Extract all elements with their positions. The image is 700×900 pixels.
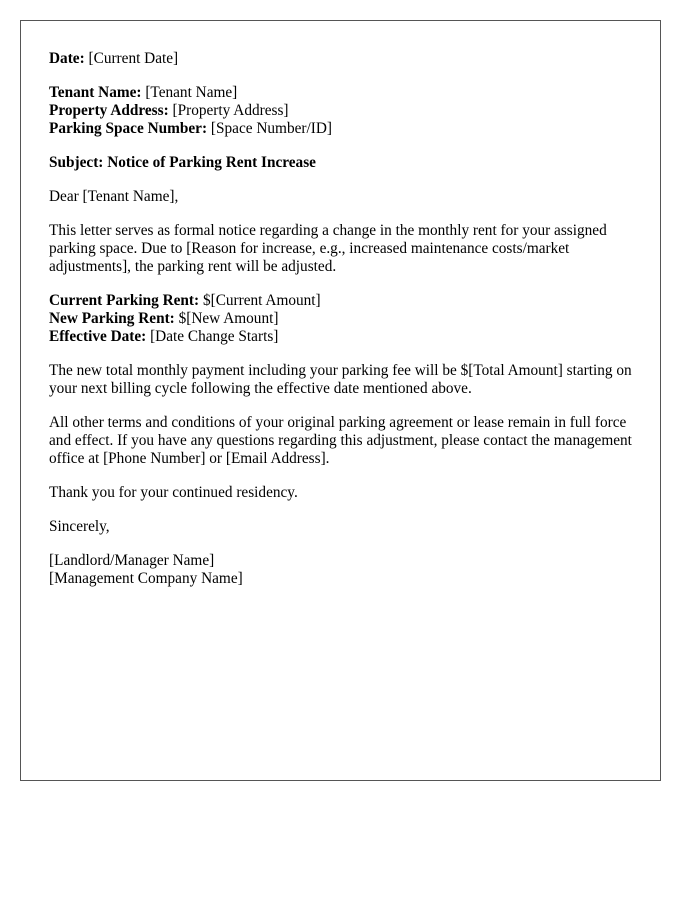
body-paragraph: All other terms and conditions of your original parking agreement or lease remain in full force and effect. If you have any questions regarding this adjustment, please contact the management office at [Phone Number] or [Email Address].	[49, 414, 632, 467]
closing: Sincerely,	[49, 518, 110, 535]
thanks-line: Thank you for your continued residency.	[49, 484, 298, 501]
body-paragraph: The new total monthly payment including your parking fee will be $[Total Amount] starting on your next billing cycle following the effective date mentioned above.	[49, 362, 632, 397]
tenant-info: Tenant Name: [Tenant Name] Property Address: [Property Address] Parking Space Number: [Space Number/ID]	[49, 84, 332, 137]
rent-details: Current Parking Rent: $[Current Amount] New Parking Rent: $[New Amount] Effective Date: [Date Change Starts]	[49, 292, 321, 345]
signature-block: [Landlord/Manager Name] [Management Company Name]	[49, 552, 243, 587]
body-paragraph: This letter serves as formal notice regarding a change in the monthly rent for your assigned parking space. Due to [Reason for increase, e.g., increased maintenance costs/market adjustments], the parking rent will be adjusted.	[49, 222, 607, 275]
salutation: Dear [Tenant Name],	[49, 188, 179, 205]
subject-line: Subject: Notice of Parking Rent Increase	[49, 154, 316, 171]
date-line: Date: [Current Date]	[49, 50, 179, 67]
letter	[20, 20, 661, 781]
